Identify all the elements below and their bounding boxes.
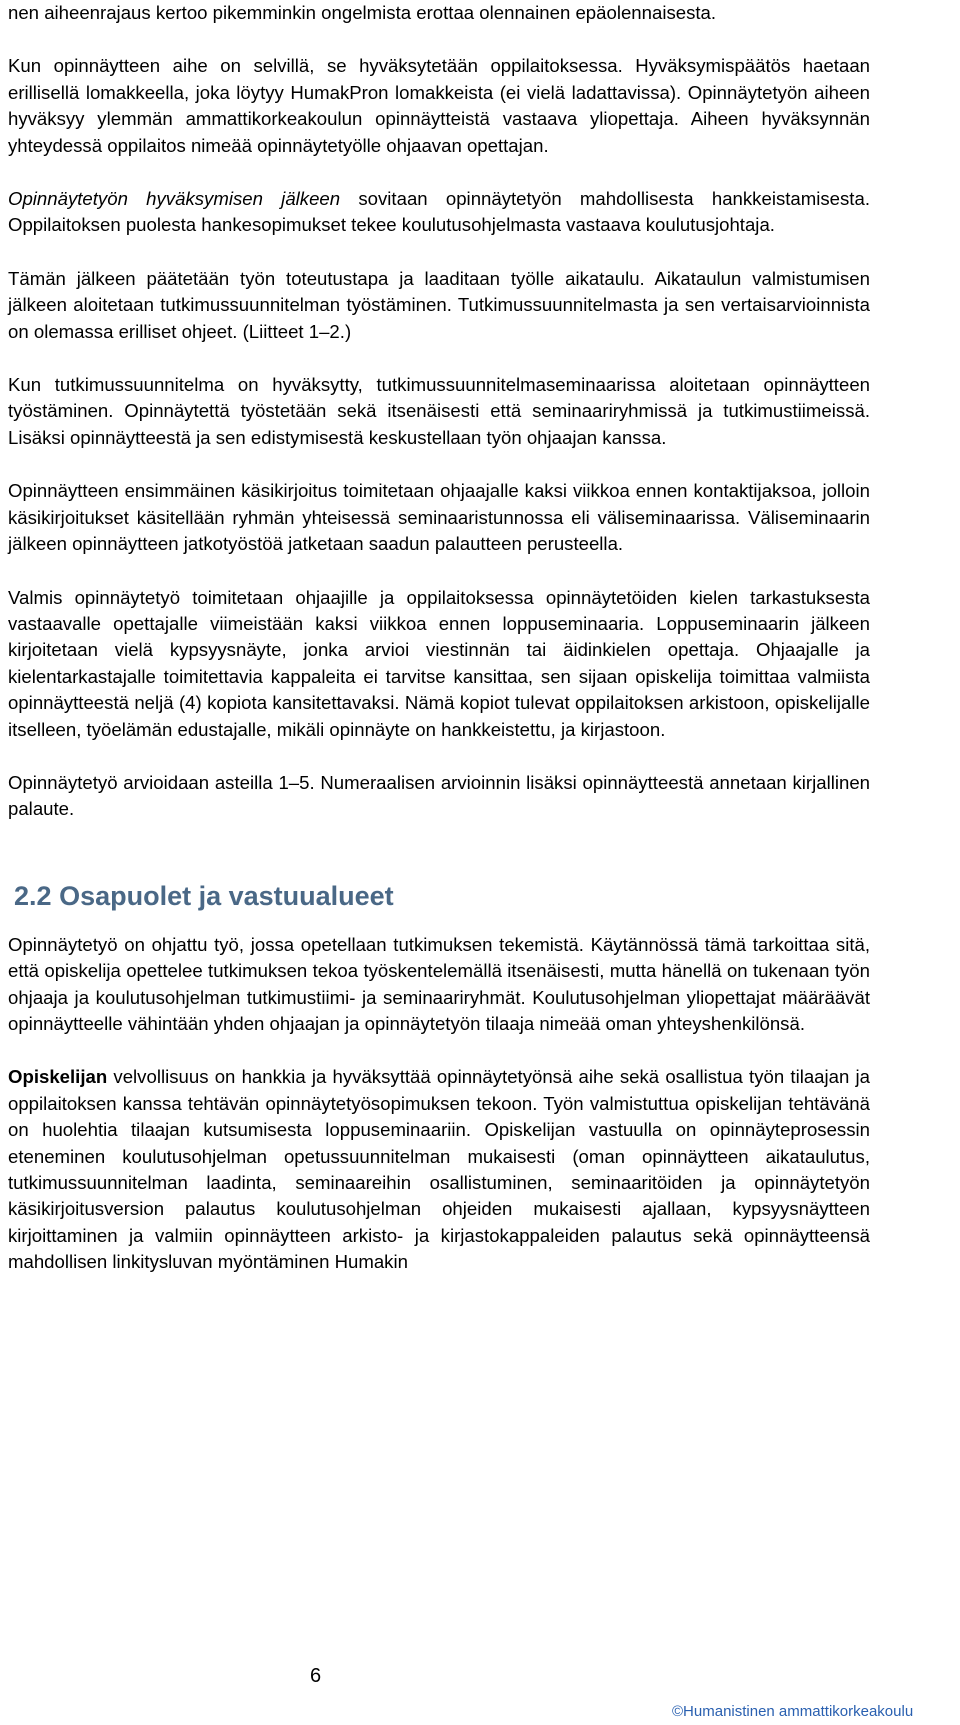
paragraph <box>8 266 870 345</box>
paragraph <box>8 186 870 239</box>
text-run: velvollisuus on hankkia ja hyväksyttää opinnäytetyönsä aihe sekä osallistua työn tilaajan ja oppilaitoksen kanssa tehtävän opinnäytetyösopimuksen tekoon. Työn valmistuttua opiskelijan tehtävänä on huolehtia tilaajan kutsumisesta loppuseminaariin. Opiskelijan vastuulla on opinnäyteprosessin eteneminen koulutusohjelman opetussuunnitelman mukaisesti (oman opinnäytteen aikataulutus, tutkimussuunnitelman laadinta, seminaareihin osallistuminen, seminaaritöiden ja opinnäytetyön käsikirjoitusversion palautus koulutusohjelman ohjeiden mukaisesti ajallaan, kypsyysnäytteen kirjoittaminen ja valmiin opinnäytteen arkisto- ja kirjastokappaleiden palautus sekä opinnäytteensä mahdollisen linkitysluvan myöntäminen Humakin <box>8 1066 870 1273</box>
paragraph <box>8 372 870 451</box>
section-heading-title: Osapuolet ja vastuualueet <box>59 880 394 911</box>
text-run: Opinnäytetyö arvioidaan asteilla 1–5. Numeraalisen arvioinnin lisäksi opinnäytteestä annetaan kirjallinen palaute. <box>8 771 870 820</box>
italic-text-run: Opinnäytetyön hyväksymisen jälkeen <box>8 188 341 210</box>
text-run: Opinnäytetyö on ohjattu työ, jossa opetellaan tutkimuksen tekemistä. Käytännössä tämä tarkoittaa sitä, että opiskelija opettelee tutkimuksen tekoa työskentelemällä itsenäisesti, mutta hänellä on tukenaan työn ohjaaja ja koulutusohjelman tutkimustiimi- ja seminaariryhmät. Koulutusohjelman yliopettajat määräävät opinnäytteelle vähintään yhden ohjaajan ja opinnäytetyön tilaaja nimeää oman yhteyshenkilönsä. <box>8 933 870 1034</box>
paragraph <box>8 478 870 557</box>
bold-text-run: Opiskelijan <box>8 1066 108 1088</box>
text-run: Tämän jälkeen päätetään työn toteutustapa ja laaditaan työlle aikataulu. Aikataulun valmistumisen jälkeen aloitetaan tutkimussuunnitelman työstäminen. Tutkimussuunnitelmasta ja sen vertaisarvioinnista on olemassa erilliset ohjeet. (Liitteet 1–2.) <box>8 267 870 342</box>
paragraph <box>8 1064 870 1275</box>
paragraph <box>8 53 870 159</box>
text-run: Kun tutkimussuunnitelma on hyväksytty, tutkimussuunnitelmaseminaarissa aloitetaan opinnäytteen työstäminen. Opinnäytettä työstetään sekä itsenäisesti että seminaariryhmissä ja tutkimustiimeissä. Lisäksi opinnäytteestä ja sen edistymisestä keskustellaan työn ohjaajan kanssa. <box>8 374 870 448</box>
text-run: sovitaan opinnäytetyön mahdollisesta hankkeistamisesta. Oppilaitoksen puolesta hankesopimukset tekee koulutusohjelmasta vastaava koulutusjohtaja. <box>8 188 870 236</box>
body-text-after-heading <box>8 932 870 1276</box>
paragraph <box>8 585 870 743</box>
body-text-before-heading <box>8 0 870 823</box>
section-heading-number: 2.2 <box>14 880 52 911</box>
text-run: Opinnäytteen ensimmäinen käsikirjoitus toimitetaan ohjaajalle kaksi viikkoa ennen kontaktijaksoa, jolloin käsikirjoitukset käsitellään ryhmän yhteisessä seminaaristunnossa eli väliseminaarissa. Väliseminaarin jälkeen opinnäytteen jatkotyöstöä jatketaan saadun palautteen perusteella. <box>8 480 870 555</box>
section-heading <box>14 878 870 914</box>
text-run: Kun opinnäytteen aihe on selvillä, se hyväksytetään oppilaitoksessa. Hyväksymispäätös haetaan erillisellä lomakkeella, joka löytyy HumakPron lomakkeista (ei vielä ladattavissa). Opinnäytetyön aiheen hyväksyy ylemmän ammattikorkeakoulun opinnäytteistä vastaava yliopettaja. Aiheen hyväksynnän yhteydessä oppilaitos nimeää opinnäytetyölle ohjaavan opettajan. <box>8 55 870 156</box>
footer-copyright: ©Humanistinen ammattikorkeakoulu <box>672 1703 914 1720</box>
text-run: nen aiheenrajaus kertoo pikemminkin ongelmista erottaa olennainen epäolennaisesta. <box>8 2 717 23</box>
paragraph <box>8 770 870 823</box>
paragraph <box>8 0 870 26</box>
page-number: 6 <box>310 1665 322 1687</box>
document-page <box>8 0 870 1276</box>
text-run: Valmis opinnäytetyö toimitetaan ohjaajille ja oppilaitoksessa opinnäytetöiden kielen tarkastuksesta vastaavalle opettajalle viimeistään kaksi viikkoa ennen loppuseminaaria. Loppuseminaarin jälkeen kirjoitetaan vielä kypsyysnäyte, jonka arvioi viestinnän tai äidinkielen opettaja. Ohjaajalle ja kielentarkastajalle toimitettavia kappaleita ei tarvitse kansittaa, sen sijaan opiskelija toimittaa valmiista opinnäytteestä neljä (4) kopiota kansitettavaksi. Nämä kopiot tulevat oppilaitoksen arkistoon, opiskelijalle itselleen, työelämän edustajalle, mikäli opinnäyte on hankkeistettu, ja kirjastoon. <box>8 586 870 740</box>
paragraph <box>8 932 870 1038</box>
